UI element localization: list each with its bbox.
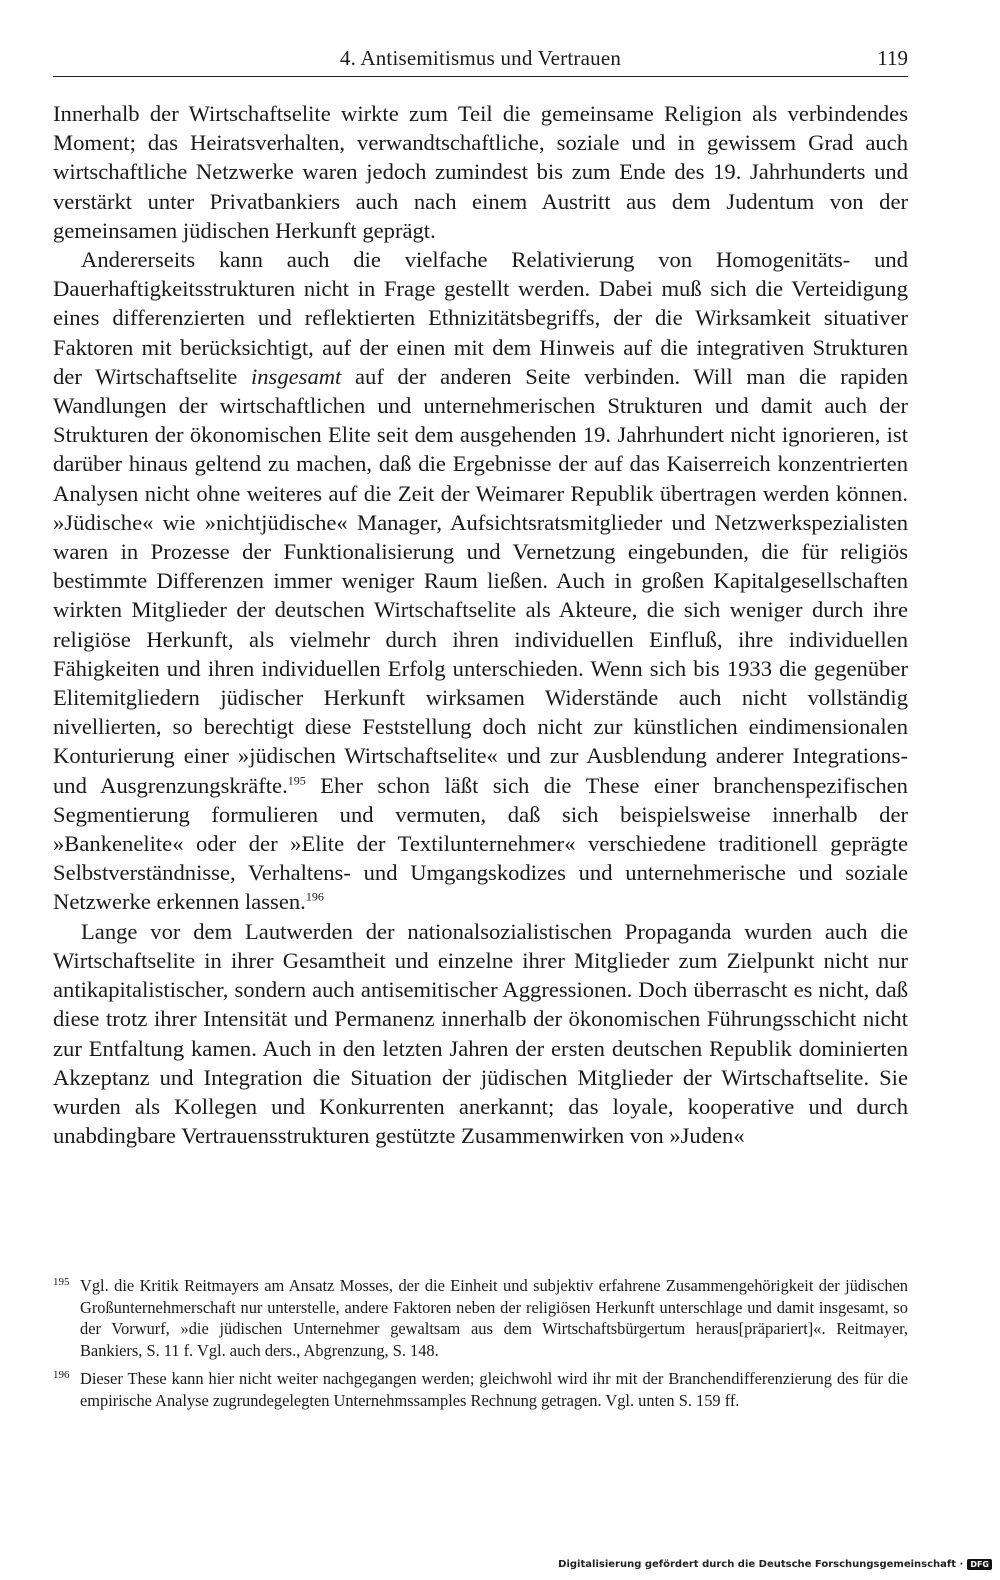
footer-text: Digitalisierung gefördert durch die Deutsche Forschungsgemeinschaft · — [558, 1558, 964, 1570]
paragraph-text: auf der anderen Seite verbinden. Will man die rapiden Wandlungen der wirtschaftlichen und unternehmerischen Strukturen und damit auch der Strukturen der ökonomischen Elite seit dem ausgehenden 19. Jahrhundert nicht ignorieren, ist darüber hinaus geltend zu machen, daß die Ergebnisse der auf das Kaiserreich konzentrierten Analysen nicht ohne weiteres auf die Zeit der Weimarer Republik übertragen werden können. »Jüdische« wie »nichtjüdische« Manager, Aufsichtsratsmitglieder und Netzwerkspezialisten waren in Prozesse der Funktionalisierung und Vernetzung eingebunden, die für religiös bestimmte Differenzen immer weniger Raum ließen. Auch in großen Kapitalgesellschaften wirkten Mitglieder der deutschen Wirtschaftselite als Akteure, die sich weniger durch ihre religiöse Herkunft, als vielmehr durch ihren individuellen Einfluß, ihre individuellen Fähigkeiten und ihren individuellen Erfolg unterschieden. Wenn sich bis 1933 die gegenüber Elitemitgliedern jüdischer Herkunft wirksamen Widerstände auch nicht vollständig nivellierten, so berechtigt diese Feststellung doch nicht zur künstlichen eindimensionalen Konturierung einer »jüdischen Wirtschaftselite« und zur Ausblendung anderer Integrations- und Ausgrenzungskräfte. — [53, 363, 908, 798]
paragraph-text: Lange vor dem Lautwerden der nationalsozialistischen Propaganda wurden auch die Wirtschaftselite in ihrer Gesamtheit und einzelne ihrer Mitglieder zum Zielpunkt nicht nur antikapitalistischer, sondern auch antisemitischer Aggressionen. Doch überrascht es nicht, daß diese trotz ihrer Intensität und Permanenz innerhalb der ökonomischen Führungsschicht nicht zur Entfaltung kamen. Auch in den letzten Jahren der ersten deutschen Republik dominierten Akzeptanz und Integration die Situation der jüdischen Mitglieder der Wirtschaftselite. Sie wurden als Kollegen und Konkurrenten anerkannt; das loyale, kooperative und durch unabdingbare Vertrauensstrukturen gestützte Zusammenwirken von »Juden« — [53, 918, 908, 1149]
paragraph-1 — [53, 99, 908, 245]
running-title: 4. Antisemitismus und Vertrauen — [339, 46, 622, 70]
footnote-number: 196 — [53, 1369, 70, 1382]
paragraph-text: Innerhalb der Wirtschaftselite wirkte zum Teil die gemeinsame Religion als verbindendes Moment; das Heiratsverhalten, verwandtschaftliche, soziale und in gewissem Grad auch wirtschaftliche Netzwerke waren jedoch zumindest bis zum Ende des 19. Jahrhunderts und verstärkt unter Privatbankiers auch nach einem Austritt aus dem Judentum von der gemeinsamen jüdischen Herkunft geprägt. — [53, 101, 908, 243]
digitization-footer — [558, 1556, 992, 1572]
page-number: 119 — [877, 46, 908, 70]
paragraph-text: Eher schon läßt sich die These einer branchenspezifischen Segmentierung formulieren und vermuten, daß sich beispielsweise innerhalb der »Bankenelite« oder der »Elite der Textilunternehmer« verschiedene traditionell geprägte Selbstverständnisse, Verhaltens- und Umgangskodizes und unternehmerische und soziale Netzwerke erkennen lassen. — [53, 772, 908, 915]
dfg-logo-icon: DFG — [967, 1559, 992, 1570]
paragraph-3 — [53, 917, 908, 1151]
running-header — [53, 42, 908, 77]
footnote-number: 195 — [53, 1276, 70, 1288]
footnotes — [53, 1275, 908, 1419]
footnote-196 — [53, 1368, 908, 1411]
paragraph-2 — [53, 245, 908, 917]
footnote-text: Vgl. die Kritik Reitmayers am Ansatz Mosses, der die Einheit und subjektiv erfahrene Zusammengehörigkeit der jüdischen Großunternehmerschaft nur unterstelle, andere Faktoren neben der religiösen Herkunft unterschlage und damit insgesamt, so der Vorwurf, »die jüdischen Unternehmer gewaltsam aus dem Wirtschaftsbürgertum heraus[präpariert]«. Reitmayer, Bankiers, S. 11 f. Vgl. auch ders., Abgrenzung, S. 148. — [80, 1276, 908, 1360]
footnote-ref-196: 196 — [305, 889, 324, 904]
footnote-195 — [53, 1275, 908, 1361]
paragraph-text: Andererseits kann auch die vielfache Relativierung von Homogenitäts- und Dauerhaftigkeitsstrukturen nicht in Frage gestellt werden. Dabei muß sich die Verteidigung eines differenzierten und reflektierten Ethnizitätsbegriffs, der die Wirksamkeit situativer Faktoren mit berücksichtigt, auf der einen mit dem Hinweis auf die integrativen Strukturen der Wirtschaftselite — [53, 247, 908, 389]
footnote-text: Dieser These kann hier nicht weiter nachgegangen werden; gleichwohl wird ihr mit der Branchendifferenzierung des für die empirische Analyse zugrundegelegten Unternehmssamples Rechnung getragen. Vgl. unten S. 159 ff. — [80, 1369, 908, 1410]
emphasis-text: insgesamt — [250, 363, 342, 389]
main-text — [53, 99, 908, 1150]
footnote-ref-195: 195 — [287, 773, 306, 788]
